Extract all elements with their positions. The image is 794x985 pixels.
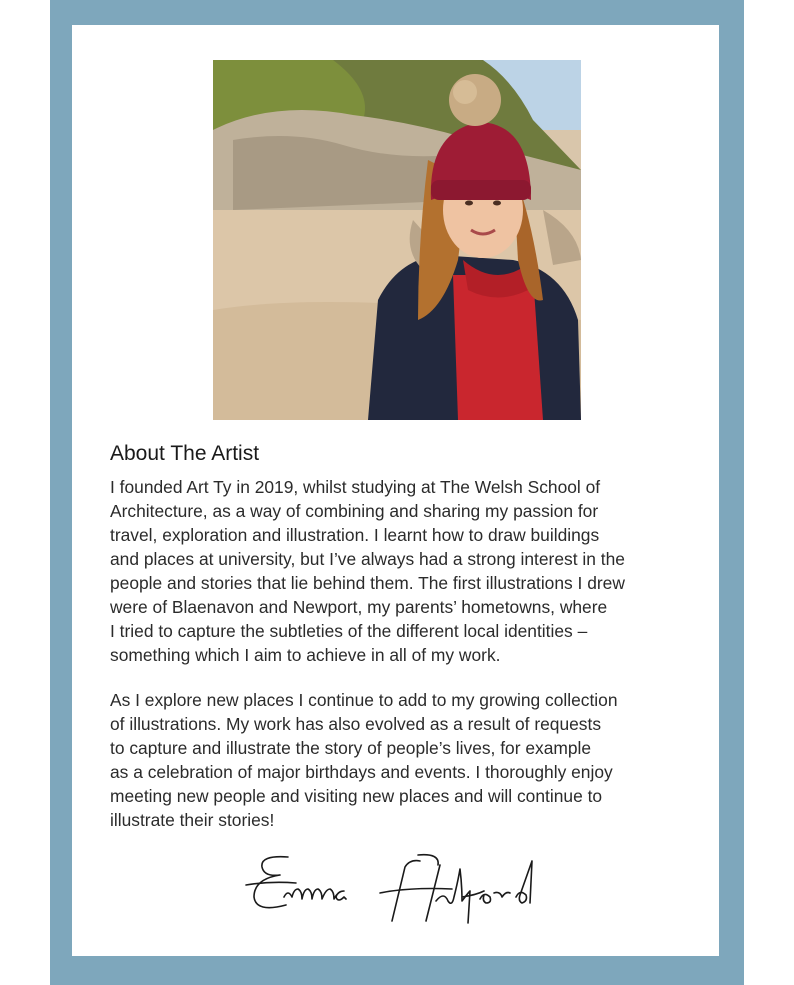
paragraph-line: Architecture, as a way of combining and sharing my passion for <box>110 501 599 521</box>
paragraph-line: meeting new people and visiting new places and will continue to <box>110 786 603 806</box>
paragraph-line: as a celebration of major birthdays and events. I thoroughly enjoy <box>110 762 613 782</box>
paragraph-line: of illustrations. My work has also evolved as a result of requests <box>110 714 602 734</box>
handwritten-signature <box>240 845 550 925</box>
artist-photo <box>213 60 581 420</box>
about-heading: About The Artist <box>110 442 260 465</box>
paragraph-line: were of Blaenavon and Newport, my parents’ hometowns, where <box>110 597 608 617</box>
paragraph-line: I founded Art Ty in 2019, whilst studying at The Welsh School of <box>110 477 601 497</box>
paragraph-line: to capture and illustrate the story of people’s lives, for example <box>110 738 592 758</box>
paragraph-line: travel, exploration and illustration. I learnt how to draw buildings <box>110 525 600 545</box>
paragraph-line: I tried to capture the subtleties of the different local identities – <box>110 621 588 641</box>
about-paragraph-1 <box>110 475 625 667</box>
paragraph-line: people and stories that lie behind them. The first illustrations I drew <box>110 573 625 593</box>
paragraph-line: illustrate their stories! <box>110 810 275 830</box>
paragraph-line: and places at university, but I’ve always had a strong interest in the <box>110 549 625 569</box>
paragraph-line: something which I aim to achieve in all of my work. <box>110 645 501 665</box>
about-paragraph-2 <box>110 688 618 832</box>
paragraph-line: As I explore new places I continue to add to my growing collection <box>110 690 618 710</box>
